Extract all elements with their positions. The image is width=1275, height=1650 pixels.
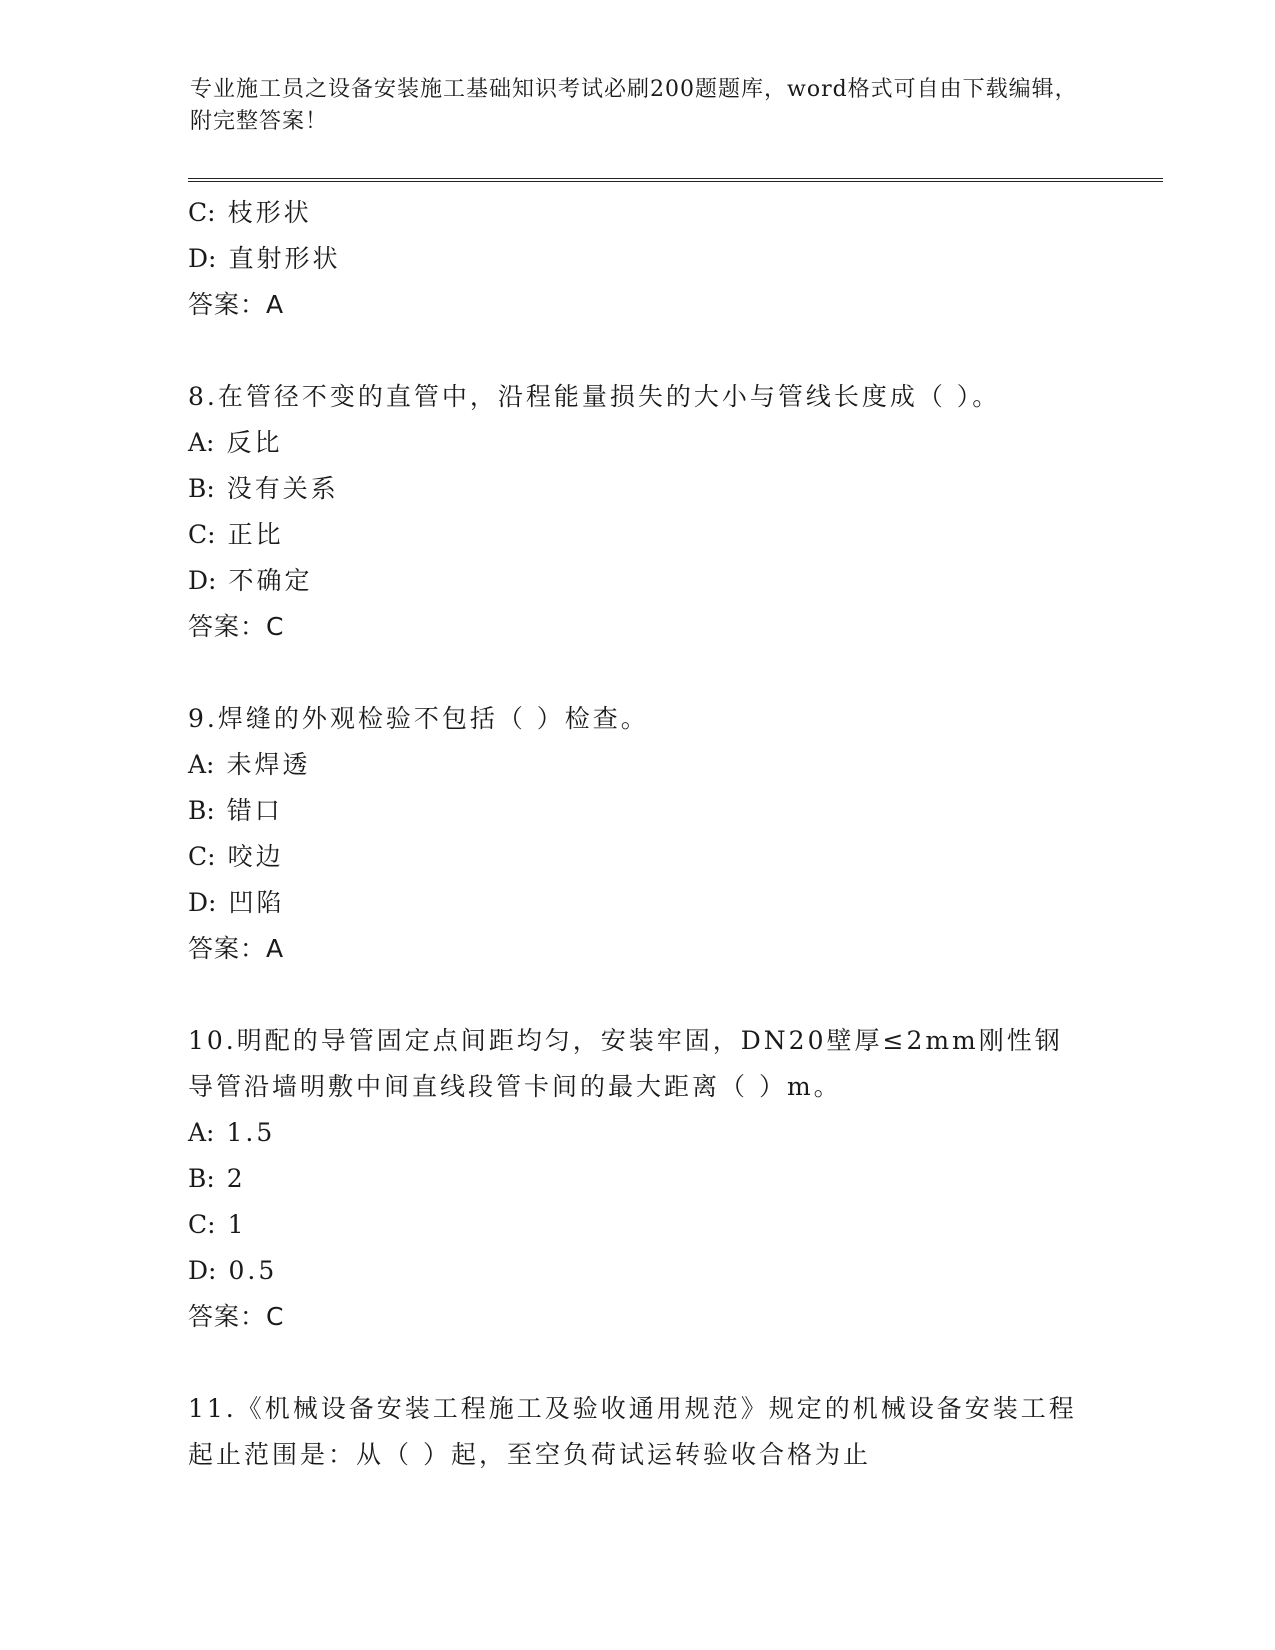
question-stem: 9.焊缝的外观检验不包括（ ）检查。 (188, 704, 649, 733)
option-item: C: 1 (188, 1210, 247, 1239)
question-stem: 10.明配的导管固定点间距均匀，安装牢固，DN20壁厚≤2mm刚性钢导管沿墙明敷中间直线段管卡间的最大距离（ ）m。 (188, 1026, 1063, 1101)
question-content (188, 190, 1088, 1478)
option-item: C: 咬边 (188, 842, 284, 871)
option-item: A: 未焊透 (188, 750, 311, 779)
option-item: C: 枝形状 (188, 198, 312, 227)
option-item: D: 不确定 (188, 566, 313, 595)
document-header: 专业施工员之设备安装施工基础知识考试必刷200题题库，word格式可自由下载编辑，附完整答案！ (190, 77, 1078, 134)
spacer (188, 1340, 1088, 1386)
option-item: B: 2 (188, 1164, 246, 1193)
spacer (188, 972, 1088, 1018)
question-stem: 11.《机械设备安装工程施工及验收通用规范》规定的机械设备安装工程起止范围是：从（ ）起，至空负荷试运转验收合格为止 (188, 1394, 1077, 1469)
option-item: B: 没有关系 (188, 474, 339, 503)
answer-line: 答案：A (188, 290, 285, 319)
header-divider (188, 178, 1163, 182)
spacer (188, 650, 1088, 696)
option-item: D: 凹陷 (188, 888, 285, 917)
answer-line: 答案：A (188, 934, 285, 963)
option-item: C: 正比 (188, 520, 284, 549)
option-item: A: 反比 (188, 428, 283, 457)
option-item: A: 1.5 (188, 1118, 276, 1147)
option-item: D: 0.5 (188, 1256, 278, 1285)
option-item: D: 直射形状 (188, 244, 341, 273)
answer-line: 答案：C (188, 612, 285, 641)
answer-line: 答案：C (188, 1302, 285, 1331)
spacer (188, 328, 1088, 374)
option-item: B: 错口 (188, 796, 283, 825)
question-stem: 8.在管径不变的直管中，沿程能量损失的大小与管线长度成（ ）。 (188, 382, 1001, 411)
